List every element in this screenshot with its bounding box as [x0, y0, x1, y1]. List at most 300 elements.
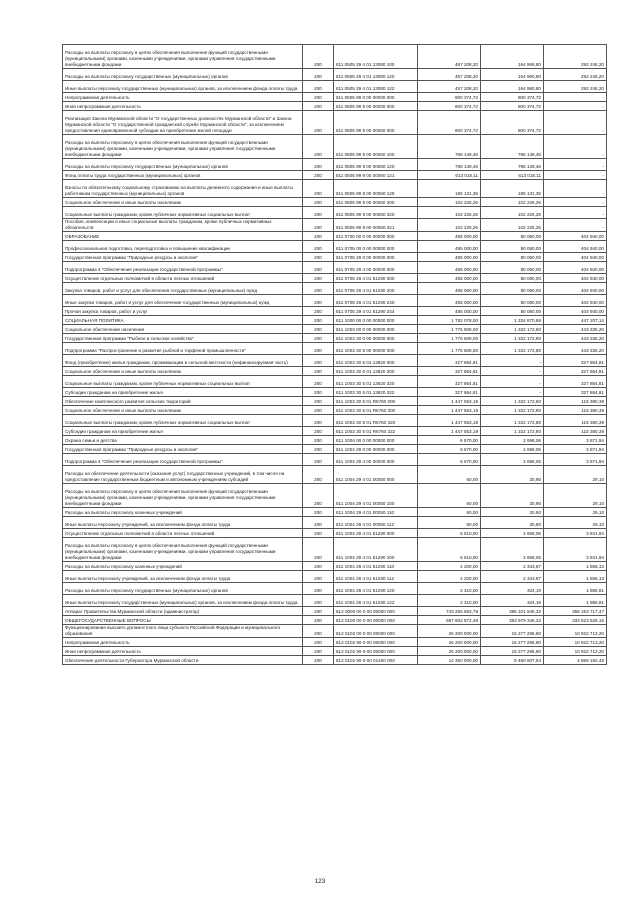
- row-name: Обеспечение комплексного развития сельских территорий: [63, 396, 303, 405]
- row-code: 200: [303, 282, 334, 294]
- row-unexecuted: 29,10: [544, 507, 607, 516]
- row-kbk: 812 0100 00 0 00 00000 000: [334, 615, 418, 624]
- table-row: [63, 453, 607, 465]
- row-name: Иные выплаты персоналу государственных (муниципальных) органов, за исключением фонда оплаты труда: [63, 81, 303, 93]
- row-code: 200: [303, 315, 334, 324]
- row-unexecuted: 3 841,94: [544, 528, 607, 537]
- row-kbk: 811 0505 29 4 01 13080 122: [334, 81, 418, 93]
- row-kbk: 811 1003 30 5 01 R5760 322: [334, 426, 418, 435]
- row-approved: 60,00: [418, 516, 481, 528]
- row-name: Иные выплаты персоналу учреждений, за исключением фонда оплаты труда: [63, 570, 303, 582]
- row-kbk: 811 1004 29 4 01 00050 100: [334, 483, 418, 507]
- row-code: 200: [303, 396, 334, 405]
- row-approved: 102 225,26: [418, 198, 481, 207]
- table-row: [63, 135, 607, 159]
- row-approved: 485 000,00: [418, 306, 481, 315]
- row-name: Расходы на выплаты персоналу в целях обеспечения выполнения функций государственными (муниципальными) органами, казенными учреждениями, органами управления государственными внебюджетными фондами: [63, 483, 303, 507]
- row-approved: 1 447 553,19: [418, 414, 481, 426]
- table-row: [63, 93, 607, 102]
- table-row: [63, 426, 607, 435]
- row-code: 200: [303, 198, 334, 207]
- row-executed: 102 225,26: [481, 198, 544, 207]
- row-name: Прочая закупка товаров, работ и услуг: [63, 306, 303, 315]
- row-approved: 485 000,00: [418, 231, 481, 240]
- row-code: 200: [303, 273, 334, 282]
- table-row: [63, 45, 607, 69]
- table-row: [63, 333, 607, 342]
- row-name: Социальные выплаты гражданам, кроме публичных нормативных социальных выплат: [63, 414, 303, 426]
- row-unexecuted: 327 864,81: [544, 366, 607, 375]
- row-kbk: 811 1004 29 4 01 51290 110: [334, 561, 418, 570]
- row-approved: 102 225,26: [418, 207, 481, 219]
- table-row: [63, 282, 607, 294]
- row-kbk: 811 1003 30 5 01 R5760 320: [334, 414, 418, 426]
- row-executed: 80 060,00: [481, 306, 544, 315]
- row-code: 200: [303, 582, 334, 594]
- row-executed: 102 225,26: [481, 219, 544, 232]
- row-kbk: 812 0102 99 0 00 00000 000: [334, 637, 418, 646]
- row-kbk: 811 1003 30 5 01 13820 322: [334, 387, 418, 396]
- row-unexecuted: 292 246,20: [544, 45, 607, 69]
- row-unexecuted: -: [544, 198, 607, 207]
- table-row: [63, 637, 607, 646]
- row-executed: 613 018,11: [481, 171, 544, 180]
- row-name: Расходы на выплаты персоналу государственных (муниципальных) органов: [63, 159, 303, 171]
- row-kbk: 811 1004 29 4 01 00050 110: [334, 507, 418, 516]
- table-row: [63, 315, 607, 324]
- row-approved: 26 200 000,00: [418, 624, 481, 637]
- row-kbk: 811 0705 29 4 00 00000 000: [334, 261, 418, 273]
- row-unexecuted: 29,10: [544, 483, 607, 507]
- row-kbk: 811 1003 30 0 00 00000 000: [334, 333, 418, 342]
- row-executed: -: [481, 354, 544, 366]
- row-kbk: 811 0505 99 9 00 00060 100: [334, 135, 418, 159]
- table-row: [63, 69, 607, 81]
- row-code: 200: [303, 387, 334, 396]
- row-name: Пособия, компенсации и иные социальные выплаты гражданам, кроме публичных нормативных обязательств: [63, 219, 303, 232]
- row-approved: 60,00: [418, 465, 481, 483]
- row-approved: 6 510,00: [418, 537, 481, 561]
- row-code: 200: [303, 207, 334, 219]
- row-name: Расходы на обеспечение деятельности (оказание услуг) государственных учреждений, в том числе на предоставление государственным бюджетным и автономным учреждениям субсидий: [63, 465, 303, 483]
- row-executed: 30,90: [481, 516, 544, 528]
- row-approved: 60,00: [418, 483, 481, 507]
- row-code: 200: [303, 342, 334, 354]
- row-executed: 385 101 846,32: [481, 606, 544, 615]
- row-code: 200: [303, 444, 334, 453]
- row-code: 200: [303, 111, 334, 135]
- row-name: Подпрограмма "Распространение и развитие рыбной и торфяной промышленности": [63, 342, 303, 354]
- row-executed: 30,90: [481, 483, 544, 507]
- table-row: [63, 594, 607, 606]
- row-unexecuted: 1 856,13: [544, 561, 607, 570]
- row-code: 200: [303, 606, 334, 615]
- row-unexecuted: 292 246,20: [544, 69, 607, 81]
- row-approved: 102 225,26: [418, 219, 481, 232]
- row-unexecuted: -: [544, 159, 607, 171]
- row-kbk: 811 1004 29 4 01 51290 120: [334, 582, 418, 594]
- row-name: Расходы на выплаты персоналу казенных учреждений: [63, 507, 303, 516]
- row-executed: 798 149,46: [481, 135, 544, 159]
- row-kbk: 812 0102 99 9 00 00000 000: [334, 646, 418, 655]
- row-approved: 327 864,81: [418, 354, 481, 366]
- row-approved: 485 000,00: [418, 252, 481, 261]
- table-row: [63, 646, 607, 655]
- row-name: Расходы на выплаты персоналу в целях обеспечения выполнения функций государственными (муниципальными) органами, казенными учреждениями, органами управления государственными внебюджетными фондами: [63, 45, 303, 69]
- row-code: 200: [303, 261, 334, 273]
- row-approved: 4 200,00: [418, 561, 481, 570]
- row-executed: 164 966,80: [481, 45, 544, 69]
- row-approved: 1 782 078,00: [418, 315, 481, 324]
- row-unexecuted: 404 940,00: [544, 282, 607, 294]
- row-code: 200: [303, 219, 334, 232]
- row-name: Закупка товаров, работ и услуг для обеспечения государственных (муниципальных) нужд: [63, 282, 303, 294]
- row-unexecuted: 10 922 713,20: [544, 646, 607, 655]
- row-unexecuted: 443 335,20: [544, 333, 607, 342]
- row-approved: 1 775 508,00: [418, 324, 481, 333]
- row-name: Аппарат Правительства Мурманской области (администратор): [63, 606, 303, 615]
- row-executed: 164 960,80: [481, 69, 544, 81]
- row-executed: -: [481, 366, 544, 375]
- row-kbk: 811 0505 99 9 00 00060 121: [334, 171, 418, 180]
- row-code: 200: [303, 45, 334, 69]
- row-unexecuted: 3 871,94: [544, 453, 607, 465]
- row-name: Непрограммная деятельность: [63, 637, 303, 646]
- row-name: Субсидии гражданам на приобретение жилья: [63, 387, 303, 396]
- table-row: [63, 561, 607, 570]
- row-name: Иные выплаты персоналу государственных (муниципальных) органов, за исключением фонда оплаты труда: [63, 594, 303, 606]
- row-name: Субсидии гражданам на приобретение жилья: [63, 426, 303, 435]
- row-approved: 1 775 508,00: [418, 342, 481, 354]
- row-code: 200: [303, 507, 334, 516]
- table-row: [63, 396, 607, 405]
- table-row: [63, 198, 607, 207]
- row-code: 200: [303, 159, 334, 171]
- row-executed: 324,19: [481, 594, 544, 606]
- row-unexecuted: 1 985,81: [544, 594, 607, 606]
- row-name: Взносы по обязательному социальному страхованию на выплаты денежного содержания и иные выплаты работникам государственных (муниципальных) органов: [63, 180, 303, 198]
- row-code: 200: [303, 414, 334, 426]
- row-name: Государственная программа "Природные ресурсы и экология": [63, 252, 303, 261]
- row-executed: 9 480 807,54: [481, 655, 544, 664]
- row-code: 200: [303, 561, 334, 570]
- row-code: 200: [303, 333, 334, 342]
- row-name: Социальное обеспечение и иные выплаты населению: [63, 366, 303, 375]
- row-code: 200: [303, 615, 334, 624]
- row-unexecuted: 115 380,39: [544, 426, 607, 435]
- row-kbk: 811 0705 29 4 01 51290 244: [334, 306, 418, 315]
- row-name: ОБЩЕГОСУДАРСТВЕННЫЕ ВОПРОСЫ: [63, 615, 303, 624]
- row-unexecuted: -: [544, 219, 607, 232]
- row-unexecuted: 1 985,81: [544, 582, 607, 594]
- row-unexecuted: 292 246,20: [544, 81, 607, 93]
- row-executed: 1 332 172,80: [481, 342, 544, 354]
- row-unexecuted: 115 380,39: [544, 414, 607, 426]
- row-unexecuted: 404 940,00: [544, 231, 607, 240]
- row-code: 200: [303, 180, 334, 198]
- row-unexecuted: 447 207,14: [544, 315, 607, 324]
- row-approved: 327 864,81: [418, 375, 481, 387]
- row-unexecuted: 4 869 192,46: [544, 655, 607, 664]
- row-name: Подпрограмма 4 "Обеспечение реализации государственной программы": [63, 453, 303, 465]
- row-kbk: 811 1004 29 0 00 00000 000: [334, 444, 418, 453]
- table-row: [63, 171, 607, 180]
- row-name: Иные выплаты персоналу учреждений, за исключением фонда оплаты труда: [63, 516, 303, 528]
- table-row: [63, 159, 607, 171]
- row-kbk: 811 1003 30 5 00 00000 000: [334, 342, 418, 354]
- row-code: 200: [303, 102, 334, 111]
- row-approved: 327 864,81: [418, 387, 481, 396]
- row-kbk: 811 1004 29 4 00 00000 000: [334, 453, 418, 465]
- row-approved: 60,00: [418, 507, 481, 516]
- row-name: Социальное обеспечение и иные выплаты населению: [63, 405, 303, 414]
- row-kbk: 811 1004 29 4 01 51290 122: [334, 594, 418, 606]
- row-code: 200: [303, 483, 334, 507]
- row-executed: -: [481, 387, 544, 396]
- row-executed: 80 060,00: [481, 261, 544, 273]
- row-kbk: 811 0505 29 4 01 13080 100: [334, 45, 418, 69]
- row-executed: 1 332 172,80: [481, 405, 544, 414]
- row-kbk: 811 0705 29 4 01 51290 240: [334, 294, 418, 306]
- row-unexecuted: 10 922 713,20: [544, 637, 607, 646]
- row-executed: 1 332 172,80: [481, 426, 544, 435]
- row-approved: 800 374,72: [418, 93, 481, 102]
- row-kbk: 811 1003 30 5 01 13820 320: [334, 375, 418, 387]
- row-name: Расходы на выплаты персоналу в целях обеспечения выполнения функций государственными (муниципальными) органами, казенными учреждениями, органами управления государственными внебюджетными фондами: [63, 537, 303, 561]
- row-unexecuted: 115 380,39: [544, 396, 607, 405]
- table-row: [63, 354, 607, 366]
- row-executed: 1 332 172,80: [481, 414, 544, 426]
- row-unexecuted: 333 623 526,16: [544, 615, 607, 624]
- table-row: [63, 414, 607, 426]
- table-row: [63, 375, 607, 387]
- row-unexecuted: 404 940,00: [544, 294, 607, 306]
- row-executed: 353 979 346,32: [481, 615, 544, 624]
- row-kbk: 811 0505 99 9 00 00000 000: [334, 102, 418, 111]
- row-unexecuted: 404 940,00: [544, 240, 607, 252]
- row-kbk: 811 1004 29 4 01 00050 112: [334, 516, 418, 528]
- table-row: [63, 366, 607, 375]
- row-approved: 26 200 000,00: [418, 646, 481, 655]
- row-unexecuted: -: [544, 135, 607, 159]
- row-kbk: 811 1004 29 4 01 51290 000: [334, 528, 418, 537]
- row-executed: 185 131,35: [481, 180, 544, 198]
- row-code: 200: [303, 594, 334, 606]
- row-kbk: 811 0505 99 9 00 00060 320: [334, 207, 418, 219]
- row-name: Фонд (приобретение) жилья гражданам, проживающим в сельской местности (нефинансируемая часть): [63, 354, 303, 366]
- row-kbk: 811 0705 29 4 01 51290 000: [334, 273, 418, 282]
- row-kbk: 811 1003 30 5 01 13820 000: [334, 354, 418, 366]
- row-unexecuted: 10 922 713,20: [544, 624, 607, 637]
- row-executed: 2 668,06: [481, 528, 544, 537]
- row-approved: 485 000,00: [418, 294, 481, 306]
- table-row: [63, 624, 607, 637]
- row-code: 200: [303, 516, 334, 528]
- row-executed: 2 343,87: [481, 561, 544, 570]
- row-unexecuted: 404 940,00: [544, 273, 607, 282]
- row-kbk: 811 0505 99 9 00 00060 129: [334, 180, 418, 198]
- row-code: 200: [303, 240, 334, 252]
- row-unexecuted: 29,10: [544, 465, 607, 483]
- table-row: [63, 615, 607, 624]
- row-approved: 743 255 563,78: [418, 606, 481, 615]
- row-code: 200: [303, 637, 334, 646]
- row-code: 200: [303, 252, 334, 261]
- row-name: Фонд оплаты труда государственных (муниципальных) органов: [63, 171, 303, 180]
- table-row: [63, 655, 607, 664]
- row-approved: 485 000,00: [418, 240, 481, 252]
- table-row: [63, 465, 607, 483]
- row-kbk: 811 0505 99 9 00 00060 120: [334, 159, 418, 171]
- row-executed: -: [481, 375, 544, 387]
- row-code: 200: [303, 570, 334, 582]
- row-approved: 1 447 553,19: [418, 405, 481, 414]
- row-kbk: 811 0700 00 0 00 00000 000: [334, 231, 418, 240]
- row-executed: 2 343,87: [481, 570, 544, 582]
- table-body: [63, 45, 607, 665]
- row-unexecuted: 115 380,39: [544, 405, 607, 414]
- row-unexecuted: 29,10: [544, 516, 607, 528]
- row-executed: 2 698,06: [481, 453, 544, 465]
- row-approved: 798 149,46: [418, 159, 481, 171]
- row-kbk: 811 1000 00 0 00 00000 000: [334, 315, 418, 324]
- table-row: [63, 240, 607, 252]
- row-approved: 687 602 872,48: [418, 615, 481, 624]
- row-name: Иные закупки товаров, работ и услуг для обеспечения государственных (муниципальных) нужд: [63, 294, 303, 306]
- row-executed: 1 332 172,80: [481, 396, 544, 405]
- row-unexecuted: 443 335,20: [544, 342, 607, 354]
- row-approved: 185 131,35: [418, 180, 481, 198]
- row-name: Расходы на выплаты персоналу государственных (муниципальных) органов: [63, 69, 303, 81]
- row-kbk: 811 1004 29 4 01 51290 100: [334, 537, 418, 561]
- table-row: [63, 180, 607, 198]
- row-executed: 2 698,06: [481, 435, 544, 444]
- row-name: Государственная программа "Рыбное и сельское хозяйство": [63, 333, 303, 342]
- row-code: 200: [303, 375, 334, 387]
- row-unexecuted: -: [544, 111, 607, 135]
- row-executed: 80 060,00: [481, 231, 544, 240]
- row-kbk: 811 0505 29 4 01 13080 120: [334, 69, 418, 81]
- row-kbk: 811 0705 29 0 00 00000 000: [334, 252, 418, 261]
- row-unexecuted: -: [544, 102, 607, 111]
- row-kbk: 811 1004 00 0 00 00000 000: [334, 435, 418, 444]
- row-code: 200: [303, 528, 334, 537]
- row-executed: 15 277 286,80: [481, 637, 544, 646]
- table-row: [63, 444, 607, 453]
- table-row: [63, 516, 607, 528]
- row-kbk: 811 1003 30 5 01 R5760 300: [334, 405, 418, 414]
- table-row: [63, 252, 607, 261]
- row-executed: 15 277 286,80: [481, 646, 544, 655]
- row-executed: 80 060,00: [481, 294, 544, 306]
- row-code: 200: [303, 69, 334, 81]
- row-unexecuted: 327 864,81: [544, 387, 607, 396]
- row-approved: 26 200 000,00: [418, 637, 481, 646]
- row-name: Подпрограмма 4 "Обеспечение реализации государственной программы": [63, 261, 303, 273]
- row-executed: 2 698,06: [481, 444, 544, 453]
- row-code: 200: [303, 426, 334, 435]
- row-name: Профессиональная подготовка, переподготовка и повышение квалификации: [63, 240, 303, 252]
- row-approved: 485 000,00: [418, 282, 481, 294]
- row-name: Осуществление отдельных полномочий в области лесных отношений: [63, 528, 303, 537]
- row-approved: 485 000,00: [418, 261, 481, 273]
- row-approved: 6 510,00: [418, 528, 481, 537]
- row-name: Расходы на выплаты персоналу в целях обеспечения выполнения функций государственными (муниципальными) органами, казенными учреждениями, органами управления государственными внебюджетными фондами: [63, 135, 303, 159]
- table-row: [63, 606, 607, 615]
- row-code: 200: [303, 135, 334, 159]
- table-row: [63, 528, 607, 537]
- row-approved: 6 570,00: [418, 453, 481, 465]
- table-row: [63, 483, 607, 507]
- row-name: Расходы на выплаты персоналу казенных учреждений: [63, 561, 303, 570]
- row-approved: 1 447 553,19: [418, 426, 481, 435]
- row-kbk: 811 1004 29 4 01 00050 000: [334, 465, 418, 483]
- table-row: [63, 102, 607, 111]
- row-name: Реализация Закона Мурманской области "О государственных должностях Мурманской области" и Закона Мурманской области "О государственной гражданской службе Мурманской области", за исключением предоставления единовременной субсидии на приобретение жилой площади: [63, 111, 303, 135]
- row-unexecuted: -: [544, 93, 607, 102]
- row-executed: 30,90: [481, 507, 544, 516]
- row-code: 200: [303, 435, 334, 444]
- row-code: 200: [303, 231, 334, 240]
- row-unexecuted: 3 871,94: [544, 444, 607, 453]
- row-executed: 80 060,00: [481, 273, 544, 282]
- row-code: 200: [303, 465, 334, 483]
- row-unexecuted: 327 864,81: [544, 375, 607, 387]
- row-code: 200: [303, 354, 334, 366]
- row-unexecuted: 3 871,94: [544, 435, 607, 444]
- row-unexecuted: -: [544, 180, 607, 198]
- row-code: 200: [303, 624, 334, 637]
- row-approved: 1 775 508,00: [418, 333, 481, 342]
- row-approved: 485 000,00: [418, 273, 481, 282]
- row-code: 200: [303, 324, 334, 333]
- row-name: Иная непрограммная деятельность: [63, 102, 303, 111]
- row-code: 200: [303, 81, 334, 93]
- row-approved: 4 200,00: [418, 570, 481, 582]
- row-kbk: 812 0000 00 0 00 00000 000: [334, 606, 418, 615]
- row-approved: 2 310,00: [418, 594, 481, 606]
- table-row: [63, 582, 607, 594]
- table-row: [63, 342, 607, 354]
- table-row: [63, 261, 607, 273]
- row-executed: 800 374,72: [481, 102, 544, 111]
- row-executed: 164 960,80: [481, 81, 544, 93]
- row-executed: 80 060,00: [481, 252, 544, 261]
- row-name: Охрана семьи и детства: [63, 435, 303, 444]
- row-unexecuted: 404 940,00: [544, 252, 607, 261]
- row-unexecuted: 404 940,00: [544, 306, 607, 315]
- row-code: 200: [303, 537, 334, 561]
- row-name: ОБРАЗОВАНИЕ: [63, 231, 303, 240]
- row-kbk: 811 0505 99 9 00 00060 300: [334, 198, 418, 207]
- row-name: Социальные выплаты гражданам, кроме публичных нормативных социальных выплат: [63, 375, 303, 387]
- row-approved: 800 374,72: [418, 111, 481, 135]
- page-number: 123: [314, 878, 326, 885]
- row-name: Социальные выплаты гражданам, кроме публичных нормативных социальных выплат: [63, 207, 303, 219]
- row-executed: 102 225,26: [481, 207, 544, 219]
- row-kbk: 811 0705 00 0 00 00000 000: [334, 240, 418, 252]
- row-executed: 1 332 172,80: [481, 333, 544, 342]
- row-approved: 457 208,20: [418, 81, 481, 93]
- table-row: [63, 537, 607, 561]
- row-name: Обеспечение деятельности Губернатора Мурманской области: [63, 655, 303, 664]
- row-unexecuted: 443 335,20: [544, 324, 607, 333]
- row-kbk: 811 1003 00 0 00 00000 000: [334, 324, 418, 333]
- table-row: [63, 435, 607, 444]
- row-name: СОЦИАЛЬНАЯ ПОЛИТИКА: [63, 315, 303, 324]
- row-approved: 6 570,00: [418, 435, 481, 444]
- row-name: Расходы на выплаты персоналу государственных (муниципальных) органов: [63, 582, 303, 594]
